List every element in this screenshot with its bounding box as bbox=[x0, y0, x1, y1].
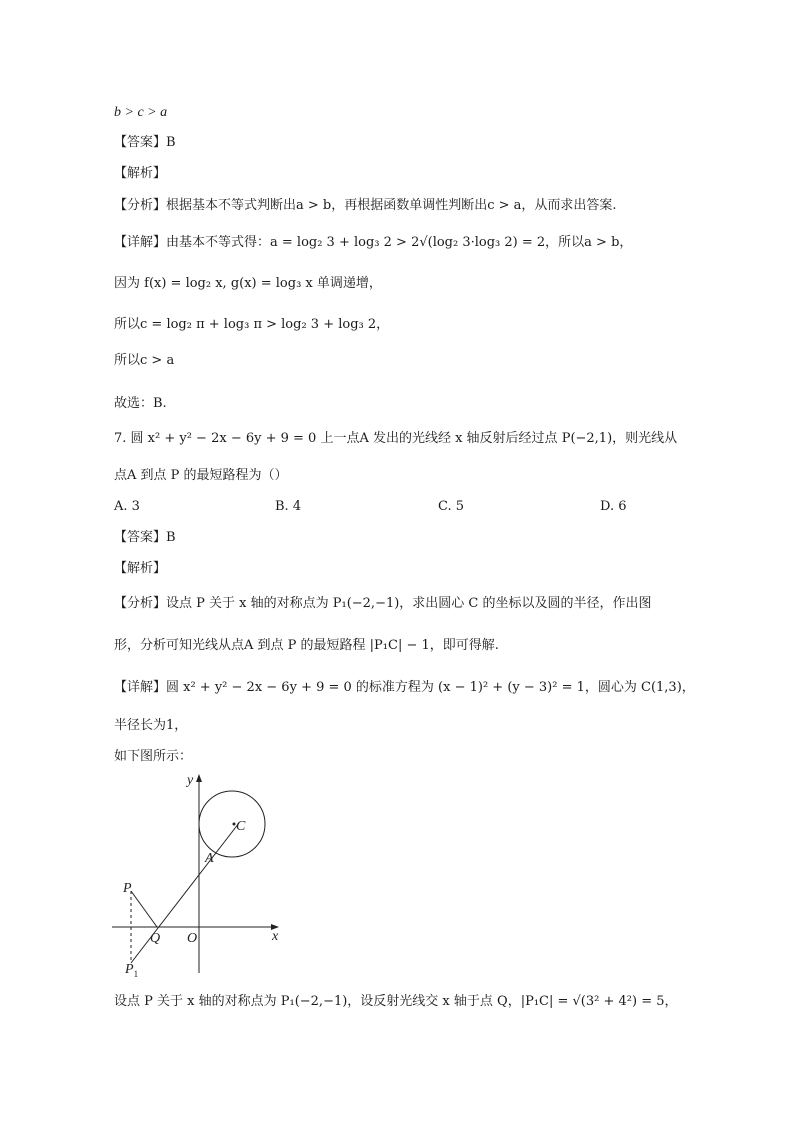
detail-line: 所以c > a bbox=[114, 353, 175, 368]
segment-p-q bbox=[131, 891, 157, 927]
option-b: B. 4 bbox=[275, 499, 302, 514]
segment-p1-c bbox=[131, 823, 239, 963]
detail-line: 半径长为1， bbox=[114, 718, 188, 733]
detail-line: 因为 f(x) = log₂ x, g(x) = log₃ x 单调递增， bbox=[114, 276, 382, 291]
analysis-line: 【分析】根据基本不等式判断出a > b，再根据函数单调性判断出c > a，从而求出答案. bbox=[114, 198, 617, 213]
circle-c bbox=[199, 791, 265, 857]
label-c: C bbox=[236, 819, 246, 834]
option-d: D. 6 bbox=[600, 499, 627, 514]
label-y: y bbox=[187, 773, 194, 788]
label-o: O bbox=[187, 931, 198, 946]
detail-line: 如下图所示： bbox=[114, 749, 193, 764]
answer-line: 【答案】B bbox=[114, 530, 176, 545]
option-c: C. 5 bbox=[438, 499, 465, 514]
question-line: 7. 圆 x² + y² − 2x − 6y + 9 = 0 上一点A 发出的光线经 x 轴反射后经过点 P(−2,1)，则光线从 bbox=[114, 431, 678, 446]
question-line: 点A 到点 P 的最短路程为（） bbox=[114, 468, 288, 483]
geometry-figure bbox=[108, 768, 288, 980]
choice-line: 故选：B. bbox=[114, 396, 167, 411]
label-a: A bbox=[205, 851, 214, 866]
label-x: x bbox=[272, 929, 279, 944]
detail-line: 【详解】圆 x² + y² − 2x − 6y + 9 = 0 的标准方程为 (x − 1)² + (y − 3)² = 1，圆心为 C(1,3)， bbox=[114, 680, 695, 695]
label-q: Q bbox=[150, 931, 161, 946]
analysis-line: 形，分析可知光线从点A 到点 P 的最短路程 |P₁C| − 1，即可得解. bbox=[114, 638, 499, 653]
answer-line: 【答案】B bbox=[114, 135, 176, 150]
text-line: b > c > a bbox=[114, 105, 168, 120]
label-p1: $P_1$ bbox=[125, 962, 139, 979]
analysis-heading: 【解析】 bbox=[114, 561, 167, 576]
option-a: A. 3 bbox=[114, 499, 140, 514]
label-p: P bbox=[123, 881, 132, 896]
analysis-heading: 【解析】 bbox=[114, 166, 167, 181]
detail-line: 设点 P 关于 x 轴的对称点为 P₁(−2,−1)，设反射光线交 x 轴于点 Q，|P₁C| = √(3² + 4²) = 5， bbox=[114, 994, 678, 1009]
y-axis-arrow bbox=[196, 774, 202, 782]
analysis-line: 【分析】设点 P 关于 x 轴的对称点为 P₁(−2,−1)，求出圆心 C 的坐标以及圆的半径，作出图 bbox=[114, 596, 652, 611]
detail-line: 【详解】由基本不等式得：a = log₂ 3 + log₃ 2 > 2√(log₂ 3·log₃ 2) = 2，所以a > b， bbox=[114, 235, 633, 250]
detail-line: 所以c = log₂ π + log₃ π > log₂ 3 + log₃ 2， bbox=[114, 317, 390, 332]
